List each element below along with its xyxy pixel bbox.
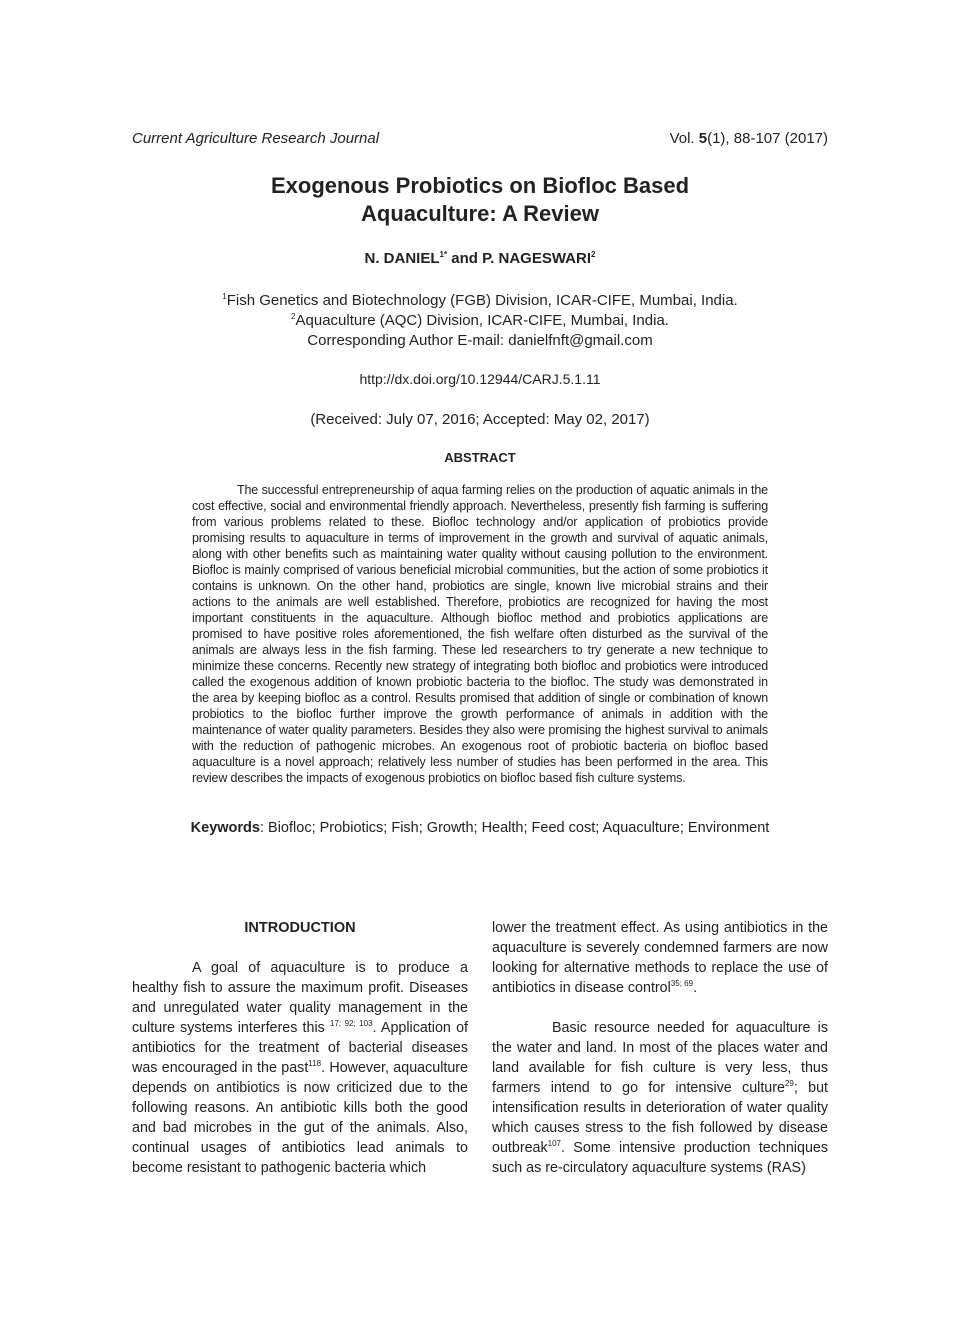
received-accepted-dates: (Received: July 07, 2016; Accepted: May 02, 2017) [310, 411, 650, 428]
affiliation-2-sup: 2 [291, 312, 296, 321]
citation-ref: 107 [547, 1139, 561, 1148]
intro-paragraph-1 [132, 958, 468, 1178]
affiliation-2 [0, 311, 960, 331]
keywords-label: Keywords [190, 820, 260, 836]
affiliation-1 [0, 291, 960, 311]
affiliations [0, 291, 960, 351]
author-1: N. DANIEL [364, 250, 440, 267]
volume-info [670, 130, 828, 147]
paper-title [0, 172, 960, 228]
citation-ref: 118 [308, 1059, 322, 1068]
intro-paragraph-2 [492, 1018, 828, 1178]
author-1-sup: 1* [439, 250, 448, 259]
abstract-text: The successful entrepreneurship of aqua farming relies on the production of aquatic animals in the cost effective, social and environmental friendly approach. Nevertheless, presently fish farming is suffering from various problems related to these. Biofloc technology and/or application of probiotics provide promising results to aquaculture in terms of improvement in the growth and survival of aquatic animals, along with other benefits such as maintaining water quality without causing pollution to the environment. Biofloc is mainly comprised of various beneficial microbial communities, but the action of some probiotics it contains is unknown. On the other hand, probiotics are single, known live microbial strains and their actions to the animals are well established. Therefore, probiotics are recognized for having the most important constituents in the aquaculture. Although biofloc method and probiotics applications are promised to have positive roles aforementioned, the fish welfare often disturbed as the survival of the animals are always less in the fish farming. These led researchers to try generate a new technique to minimize these concerns. Recently new strategy of integrating both biofloc and probiotics were introduced called the exogenous addition of known probiotic bacteria to the biofloc. The study was demonstrated in the area by keeping biofloc as a control. Results promised that addition of single or combination of known probiotics to the biofloc further improve the growth performance of animals in addition with the maintenance of water quality parameters. Besides they also were promising the highest survival to animals with the reduction of pathogenic microbes. An exogenous root of probiotic bacteria on biofloc based aquaculture is a novel approach; relatively less number of studies has been performed in the area. This review describes the impacts of exogenous probiotics on biofloc based fish culture systems. [192, 483, 768, 785]
authors [0, 250, 960, 267]
citation-ref: 29 [784, 1079, 794, 1088]
affiliation-1-sup: 1 [222, 292, 227, 301]
volume-prefix: Vol. [669, 130, 699, 147]
citation-ref: 35; 69 [670, 979, 694, 988]
volume-suffix: (1), 88-107 (2017) [707, 130, 828, 147]
volume-number: 5 [698, 130, 708, 147]
author-connector: and [447, 250, 483, 267]
intro-p2-text-c: . Some intensive production techniques such as re-circulatory aquaculture systems (RAS) [492, 1140, 828, 1176]
paragraph-gap [492, 998, 828, 1018]
intro-p1-text-c: . However, aquaculture depends on antibiotics is now criticized due to the following reasons. An antibiotic kills both the good and bad microbes in the gut of the animals. Also, continual usages of antibiotics lead animals to become resistant to pathogenic bacteria which [132, 1060, 469, 1176]
author-2: P. NAGESWARI [482, 250, 592, 267]
author-2-sup: 2 [591, 250, 596, 259]
journal-name: Current Agriculture Research Journal [132, 130, 380, 147]
intro-p2-text-b: ; but intensification results in deterioration of water quality which causes stress to the fish followed by disease outbreak [492, 1080, 828, 1156]
introduction-heading: INTRODUCTION [244, 920, 356, 936]
affiliation-1-text: Fish Genetics and Biotechnology (FGB) Division, ICAR-CIFE, Mumbai, India. [226, 292, 738, 309]
intro-p1-text-b: . Application of antibiotics for the treatment of bacterial diseases was encouraged in the past [132, 1020, 468, 1076]
intro-p1-cont-end: . [693, 980, 698, 996]
keywords-text: : Biofloc; Probiotics; Fish; Growth; Health; Feed cost; Aquaculture; Environment [259, 820, 770, 836]
keywords [0, 820, 960, 836]
intro-p1-cont-text: lower the treatment effect. As using antibiotics in the aquaculture is severely condemned farmers are now looking for alternative methods to replace the use of antibiotics in disease control [492, 920, 828, 996]
intro-p2-text-a: Basic resource needed for aquaculture is the water and land. In most of the places water and land available for fish culture is very less, thus farmers intend to go for intensive culture [492, 1020, 828, 1096]
column-left [132, 918, 468, 1178]
affiliation-2-text: Aquaculture (AQC) Division, ICAR-CIFE, Mumbai, India. [295, 312, 669, 329]
intro-paragraph-1-continued [492, 918, 828, 998]
title-line-1: Exogenous Probiotics on Biofloc Based [270, 173, 690, 198]
abstract-heading: ABSTRACT [444, 450, 516, 465]
intro-p1-text-a: A goal of aquaculture is to produce a healthy fish to assure the maximum profit. Diseases and unregulated water quality management in the culture systems interferes this [132, 960, 468, 1036]
title-line-2: Aquaculture: A Review [361, 201, 599, 226]
corresponding-author: Corresponding Author E-mail: danielfnft@gmail.com [307, 332, 653, 349]
doi-link[interactable]: http://dx.doi.org/10.12944/CARJ.5.1.11 [359, 371, 601, 387]
column-right [492, 918, 828, 1178]
citation-ref: 17; 92; 103 [330, 1019, 373, 1028]
